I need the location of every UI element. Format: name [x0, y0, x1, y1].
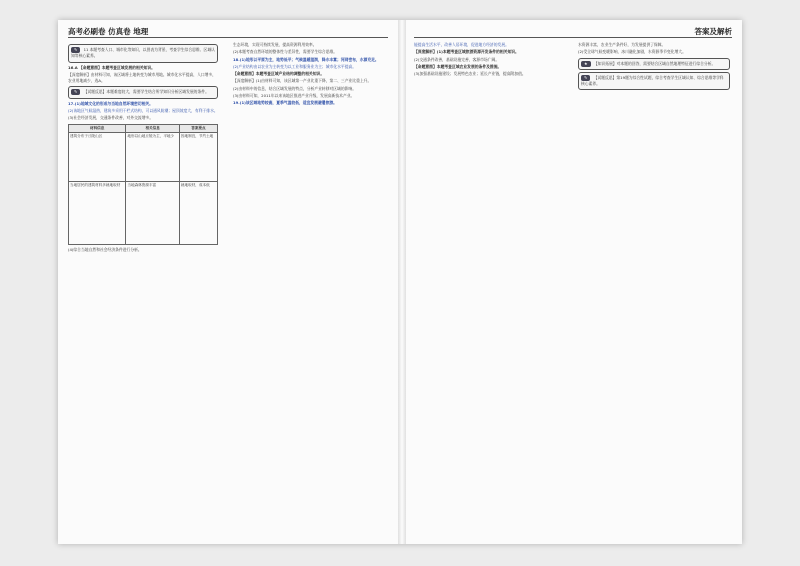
book-gutter — [398, 20, 406, 544]
table-row — [69, 133, 218, 182]
paragraph: (2)由材料中的信息，结合区域发展的特点，分析产业转移对区域的影响。 — [233, 85, 357, 91]
paragraph: (2)交通条件改善，基础设施完善，客源市场广阔。 — [414, 56, 500, 62]
table-header: 相关信息 — [126, 124, 180, 133]
paragraph: (2)受全球气候变暖影响，冰川融化加剧，水资源季节变化增大。 — [578, 49, 686, 55]
paragraph: 【深度解析】(1)本题考查区域旅游资源开发条件的相关知识。 — [414, 49, 519, 55]
question-17-end: (4)综合当地自然和社会经济条件进行分析。 — [68, 247, 142, 253]
question-16-body: 【深度解析】由材料可知，该区域将土地转变为城市用地。城市化水平提高，人口增多，农业用地减少，选A。 — [68, 71, 217, 84]
table-cell: 当地居民的建筑材料多就地取材 — [69, 182, 126, 245]
table-cell: 就地取材，成本低 — [179, 182, 217, 245]
note-box-text: 【试题反思】本题难度较大，需要学生结合所学知识分析区域发展的条件。 — [83, 89, 209, 95]
note-box-2 — [68, 86, 218, 98]
reflection-box — [578, 72, 730, 91]
knowledge-tag-icon: ★ — [581, 61, 591, 67]
question-18-answer: 18.(1)地形以平原为主，地势低平；气候温暖湿润，降水丰富；河网密布，水源充足。 — [233, 56, 379, 62]
left-column-1 — [68, 42, 218, 255]
table-header: 材料信息 — [69, 124, 126, 133]
table-cell: 因地制宜，节约土地 — [179, 133, 217, 182]
table-cell: 当地森林资源丰富 — [126, 182, 180, 245]
note-box-1 — [68, 44, 218, 63]
reflection-box-text: 【试题反思】第19题为综合性试题，综合考查学生区域认知、综合思维等学科核心素养。 — [581, 74, 724, 87]
paragraph: (2)本题考查自然环境的整体性与差异性，需要学生综合思维。 — [233, 49, 338, 55]
left-header-rule — [68, 37, 388, 38]
question-16-answer: 16.A 【命题意图】本题考查区域发展的相关知识。 — [68, 64, 155, 70]
analysis-table — [68, 124, 218, 246]
question-17-title: 17.(1)地域文化的形成与当地自然环境密切相关。 — [68, 100, 153, 106]
left-page-header: 高考必刷卷 仿真卷 地理 — [68, 27, 149, 36]
paragraph: 【深度解析】(1)由材料可知，该区域第一产业比重下降，第二、三产业比重上升。 — [233, 78, 372, 84]
paragraph: (3)由材料可知，2011年以来该地区推进产业升级，发展高新技术产业。 — [233, 93, 355, 99]
left-column-2 — [233, 42, 383, 108]
table-cell: 建筑分布于丘陵山区 — [69, 133, 126, 182]
table-header: 答案要点 — [179, 124, 217, 133]
reflection-tag-icon: ✎ — [581, 75, 590, 81]
paragraph: 【命题意图】本题考查区域农业发展的条件及措施。 — [414, 63, 502, 69]
paragraph: (3)加强基础设施建设；发展特色农业；延长产业链，提高附加值。 — [414, 71, 526, 77]
paragraph: (2)产业结构由以农业为主转变为以工业和服务业为主；城市化水平提高。 — [233, 63, 357, 69]
document-spread — [58, 20, 742, 544]
paragraph: 【命题意图】本题考查区域产业结构调整的相关知识。 — [233, 71, 325, 77]
question-19-answer: 19.(1)该区域地势较高，夏季气温较低，适宜发展避暑旅游。 — [233, 100, 337, 106]
right-header-rule — [414, 37, 732, 38]
right-column-2 — [578, 42, 730, 92]
question-17-more: (3)社会经济发展，交通条件改善，对外交流增多。 — [68, 115, 154, 121]
paragraph: 水资源丰富，农业生产条件好，为发展提供了保障。 — [578, 42, 666, 47]
note-box-text: 11 本题考查人口、城市化等知识，以图表为背景，考查学生综合思维、区域认知等核心素养。 — [71, 47, 215, 59]
reflection-tag-icon: ✎ — [71, 89, 80, 95]
knowledge-box-text: 【知识拓展】对本题的回答，需要结合区域自然地理特征进行综合分析。 — [593, 60, 716, 66]
note-tag-icon: ✎ — [71, 47, 80, 53]
table-row — [69, 182, 218, 245]
knowledge-box — [578, 58, 730, 70]
left-page — [58, 20, 398, 544]
table-cell: 地形以山地丘陵为主，平地少 — [126, 133, 180, 182]
right-page — [406, 20, 742, 544]
paragraph: 能提高生活水平，改善人居环境，促进地方经济的发展。 — [414, 42, 509, 47]
paragraph: 生态环境，实现可持续发展，提高资源利用效率。 — [233, 42, 317, 47]
right-page-header: 答案及解析 — [694, 27, 732, 36]
question-17-body: (2)该地区气候湿热，建筑多采用干栏式结构，可以通风防潮；屋顶坡度大，有利于排水。 — [68, 108, 218, 114]
right-column-1 — [414, 42, 564, 78]
